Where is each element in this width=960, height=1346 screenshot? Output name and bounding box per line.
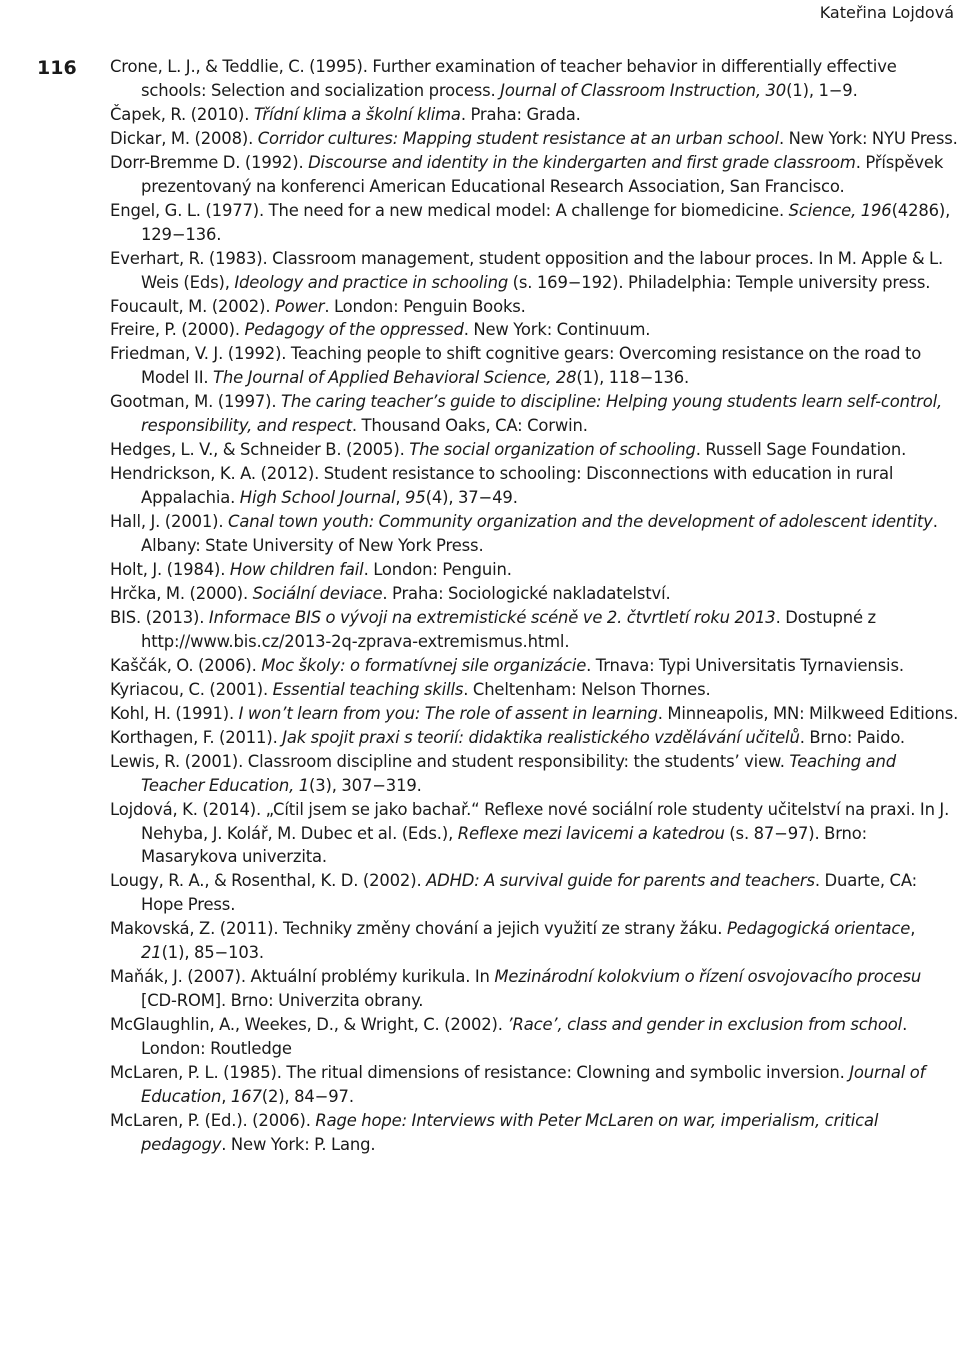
reference-text: Everhart, R. (1983). Classroom management, student opposition and the labour proces. In M. Apple & L. Weis (Eds),: [110, 248, 944, 292]
reference-text: . Brno: Paido.: [799, 727, 905, 747]
reference-title-italic: Journal of Classroom Instruction, 30: [500, 80, 787, 100]
reference-entry: [110, 678, 960, 702]
reference-text: . Russell Sage Foundation.: [695, 440, 907, 460]
reference-title-italic: Ideology and practice in schooling: [234, 272, 509, 292]
reference-title-italic: ADHD: A survival guide for parents and teachers: [426, 871, 815, 891]
reference-title-italic: Science, 196: [788, 200, 892, 220]
reference-list: [110, 55, 960, 1157]
reference-text: (4), 37−49.: [425, 488, 518, 508]
reference-text: Dickar, M. (2008).: [110, 128, 258, 148]
reference-title-italic: ’Race’, class and gender in exclusion from school: [507, 1015, 903, 1035]
reference-text: [CD-ROM]. Brno: Univerzita obrany.: [141, 991, 424, 1011]
reference-text: (4286), 129−136.: [141, 200, 951, 244]
reference-entry: [110, 55, 960, 103]
reference-entry: [110, 558, 960, 582]
reference-entry: [110, 438, 960, 462]
reference-entry: [110, 199, 960, 247]
reference-entry: [110, 1061, 960, 1109]
reference-title-italic: I won’t learn from you: The role of assent in learning: [238, 703, 658, 723]
reference-title-italic: Essential teaching skills: [272, 679, 464, 699]
reference-text: Lojdová, K. (2014). „Cítil jsem se jako bachař.“ Reflexe nové sociální role studenty učitelství na praxi. In J. Nehyba, J. Kolář, M. Dubec et al. (Eds.),: [110, 799, 950, 843]
reference-text: (s. 169−192). Philadelphia: Temple university press.: [508, 272, 931, 292]
reference-text: McGlaughlin, A., Weekes, D., & Wright, C. (2002).: [110, 1015, 508, 1035]
reference-text: Čapek, R. (2010).: [110, 104, 254, 124]
reference-text: . New York: NYU Press.: [778, 128, 958, 148]
reference-text: . New York: Continuum.: [463, 320, 651, 340]
reference-title-italic: Power: [274, 296, 325, 316]
reference-title-italic: High School Journal: [239, 488, 396, 508]
reference-title-italic: The Journal of Applied Behavioral Science, 28: [213, 368, 577, 388]
reference-entry: [110, 462, 960, 510]
reference-text: . Albany: State University of New York Press.: [141, 512, 938, 556]
reference-entry: [110, 510, 960, 558]
reference-text: Foucault, M. (2002).: [110, 296, 275, 316]
reference-entry: [110, 390, 960, 438]
reference-title-italic: Reflexe mezi lavicemi a katedrou: [457, 823, 725, 843]
reference-title-italic: The social organization of schooling: [409, 440, 696, 460]
reference-entry: [110, 798, 960, 870]
reference-text: Lewis, R. (2001). Classroom discipline and student responsibility: the students’ view.: [110, 751, 790, 771]
reference-text: Hrčka, M. (2000).: [110, 583, 253, 603]
reference-title-italic: 95: [405, 488, 426, 508]
reference-entry: [110, 103, 960, 127]
reference-entry: [110, 247, 960, 295]
reference-text: Korthagen, F. (2011).: [110, 727, 283, 747]
reference-text: ,: [221, 1086, 231, 1106]
reference-title-italic: Teaching and Teacher Education, 1: [141, 751, 896, 795]
page-number: 116: [37, 57, 77, 79]
reference-text: . Dostupné z http://www.bis.cz/2013-2q-zprava-extremismus.html.: [141, 607, 876, 651]
reference-text: (3), 307−319.: [309, 775, 422, 795]
reference-text: (1), 85−103.: [161, 943, 264, 963]
reference-entry: [110, 726, 960, 750]
reference-title-italic: Jak spojit praxi s teorií: didaktika realistického vzdělávání učitelů: [282, 727, 800, 747]
reference-entry: [110, 127, 960, 151]
reference-title-italic: Rage hope: Interviews with Peter McLaren on war, imperialism, critical pedagogy: [141, 1110, 879, 1154]
reference-entry: [110, 582, 960, 606]
reference-entry: [110, 342, 960, 390]
reference-text: . Praha: Grada.: [460, 104, 581, 124]
reference-text: Engel, G. L. (1977). The need for a new medical model: A challenge for biomedicine.: [110, 200, 789, 220]
reference-text: Friedman, V. J. (1992). Teaching people to shift cognitive gears: Overcoming resistance on the road to Model II.: [110, 344, 922, 388]
reference-title-italic: Sociální deviace: [252, 583, 383, 603]
reference-text: . Minneapolis, MN: Milkweed Editions.: [657, 703, 959, 723]
reference-text: . Duarte, CA: Hope Press.: [141, 871, 917, 915]
reference-title-italic: Pedagogická orientace: [726, 919, 911, 939]
reference-title-italic: Corridor cultures: Mapping student resistance at an urban school: [257, 128, 779, 148]
reference-title-italic: Canal town youth: Community organization and the development of adolescent identity: [228, 512, 933, 532]
reference-title-italic: Journal of Education: [141, 1063, 926, 1106]
reference-text: Freire, P. (2000).: [110, 320, 245, 340]
reference-text: Makovská, Z. (2011). Techniky změny chování a jejich využití ze strany žáku.: [110, 919, 727, 939]
reference-entry: [110, 869, 960, 917]
reference-title-italic: 167: [230, 1086, 262, 1106]
reference-title-italic: The caring teacher’s guide to discipline: Helping young students learn self-control, responsibility, and respect: [141, 392, 943, 436]
reference-text: Holt, J. (1984).: [110, 560, 230, 580]
reference-entry: [110, 151, 960, 199]
running-header-author: Kateřina Lojdová: [819, 3, 954, 22]
reference-title-italic: 21: [141, 943, 162, 963]
reference-entry: [110, 295, 960, 319]
reference-text: McLaren, P. L. (1985). The ritual dimensions of resistance: Clowning and symbolic inversion.: [110, 1063, 850, 1083]
reference-text: . Příspěvek prezentovaný na konferenci American Educational Research Association, San Francisco.: [141, 152, 944, 196]
reference-entry: [110, 1109, 960, 1157]
reference-text: Hedges, L. V., & Schneider B. (2005).: [110, 440, 410, 460]
reference-text: ,: [910, 919, 916, 939]
reference-text: . London: Penguin Books.: [324, 296, 526, 316]
reference-text: Hall, J. (2001).: [110, 512, 229, 532]
reference-text: Dorr-Bremme D. (1992).: [110, 152, 309, 172]
reference-text: Hendrickson, K. A. (2012). Student resistance to schooling: Disconnections with education in rural Appalachia.: [110, 464, 894, 508]
reference-text: . Cheltenham: Nelson Thornes.: [463, 679, 711, 699]
reference-text: Crone, L. J., & Teddlie, C. (1995). Further examination of teacher behavior in differentially effective schools: Selection and socialization process.: [110, 57, 897, 100]
reference-text: Maňák, J. (2007). Aktuální problémy kurikula. In: [110, 967, 495, 987]
reference-title-italic: Mezinárodní kolokvium o řízení osvojovacího procesu: [494, 967, 922, 987]
reference-title-italic: How children fail: [229, 560, 364, 580]
reference-text: BIS. (2013).: [110, 607, 209, 627]
reference-title-italic: Třídní klima a školní klima: [253, 104, 461, 124]
reference-text: . New York: P. Lang.: [221, 1134, 376, 1154]
reference-text: (1), 118−136.: [576, 368, 690, 388]
reference-entry: [110, 702, 960, 726]
reference-text: . Thousand Oaks, CA: Corwin.: [351, 416, 588, 436]
reference-text: . London: Routledge: [141, 1015, 908, 1059]
reference-text: . Praha: Sociologické nakladatelství.: [382, 583, 671, 603]
reference-title-italic: Informace BIS o vývoji na extremistické scéně ve 2. čtvrtletí roku 2013: [208, 607, 776, 627]
reference-text: Kaščák, O. (2006).: [110, 655, 262, 675]
reference-text: (1), 1−9.: [786, 80, 858, 100]
reference-text: Kohl, H. (1991).: [110, 703, 239, 723]
reference-entry: [110, 606, 960, 654]
reference-title-italic: Moc školy: o formatívnej sile organizácie: [261, 655, 587, 675]
reference-text: Gootman, M. (1997).: [110, 392, 281, 412]
reference-text: (2), 84−97.: [261, 1086, 354, 1106]
reference-text: ,: [395, 488, 406, 508]
reference-title-italic: Discourse and identity in the kindergarten and first grade classroom: [308, 152, 856, 172]
reference-entry: [110, 750, 960, 798]
reference-text: . London: Penguin.: [363, 560, 512, 580]
reference-title-italic: Pedagogy of the oppressed: [244, 320, 464, 340]
reference-entry: [110, 1013, 960, 1061]
reference-text: Lougy, R. A., & Rosenthal, K. D. (2002).: [110, 871, 427, 891]
reference-entry: [110, 965, 960, 1013]
reference-entry: [110, 917, 960, 965]
reference-entry: [110, 318, 960, 342]
reference-text: Kyriacou, C. (2001).: [110, 679, 273, 699]
reference-entry: [110, 654, 960, 678]
reference-text: . Trnava: Typi Universitatis Tyrnaviensis.: [586, 655, 904, 675]
reference-text: (s. 87−97). Brno: Masarykova univerzita.: [141, 823, 868, 867]
reference-text: McLaren, P. (Ed.). (2006).: [110, 1110, 316, 1130]
